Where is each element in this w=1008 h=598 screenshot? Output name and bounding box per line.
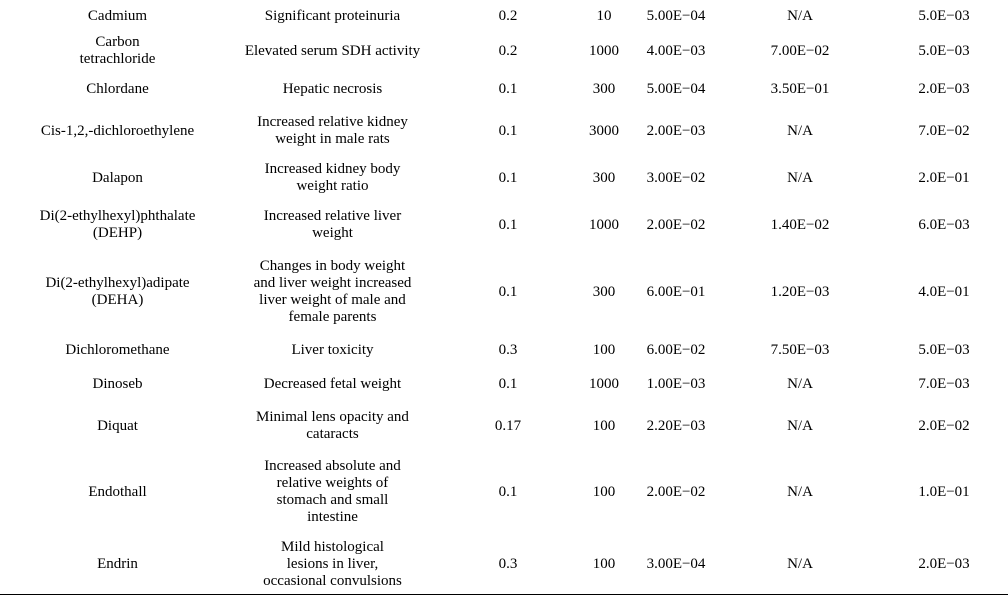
cell-value-c: [626, 31, 726, 71]
cell-text: Mild histological lesions in liver, occasional convulsions: [263, 538, 402, 589]
cell-value-b: [574, 202, 634, 248]
cell-text: Cis-1,2,-dichloroethylene: [40, 122, 195, 139]
cell-value-e: [882, 336, 1006, 364]
cell-text: 0.1: [498, 216, 518, 233]
cell-text: 2.00E−02: [646, 216, 706, 233]
cell-text: 1.20E−03: [770, 283, 830, 300]
cell-value-e: [882, 2, 1006, 30]
cell-value-d: [745, 250, 855, 334]
cell-text: 5.00E−04: [646, 80, 706, 97]
cell-value-a: [478, 336, 538, 364]
cell-value-d: [745, 156, 855, 200]
cell-text: 100: [592, 341, 616, 358]
cell-value-e: [882, 250, 1006, 334]
cell-substance: [0, 452, 235, 532]
cell-text: 0.1: [498, 375, 518, 392]
cell-value-b: [574, 336, 634, 364]
cell-value-d: [745, 202, 855, 248]
cell-text: 3.00E−04: [646, 555, 706, 572]
cell-text: 7.00E−02: [770, 42, 830, 59]
cell-value-e: [882, 368, 1006, 400]
cell-value-c: [626, 108, 726, 154]
cell-effect: [220, 403, 445, 449]
cell-text: 0.1: [498, 283, 518, 300]
table-row: [0, 74, 1008, 104]
cell-effect: [220, 202, 445, 248]
table-row: [0, 31, 1008, 71]
cell-text: Increased relative kidney weight in male rats: [257, 114, 408, 147]
cell-text: Minimal lens opacity and cataracts: [256, 409, 409, 442]
cell-value-d: [745, 74, 855, 104]
cell-value-b: [574, 403, 634, 449]
cell-value-b: [574, 536, 634, 592]
cell-text: 3.50E−01: [770, 80, 830, 97]
cell-value-a: [478, 74, 538, 104]
cell-text: Chlordane: [86, 80, 149, 97]
table-bottom-rule: [0, 594, 1008, 595]
cell-value-b: [574, 31, 634, 71]
cell-substance: [0, 536, 235, 592]
cell-text: N/A: [787, 555, 813, 572]
cell-substance: [0, 108, 235, 154]
cell-text: Hepatic necrosis: [282, 80, 383, 97]
cell-value-a: [478, 202, 538, 248]
cell-value-b: [574, 108, 634, 154]
cell-text: 7.50E−03: [770, 341, 830, 358]
cell-text: Dinoseb: [92, 375, 143, 392]
cell-text: Carbon tetrachloride: [79, 34, 156, 67]
cell-value-d: [745, 108, 855, 154]
cell-text: 1000: [589, 216, 619, 233]
cell-effect: [220, 452, 445, 532]
cell-value-a: [478, 108, 538, 154]
table-row: [0, 2, 1008, 30]
cell-value-e: [882, 452, 1006, 532]
table-row: [0, 368, 1008, 400]
cell-value-a: [478, 368, 538, 400]
cell-effect: [220, 336, 445, 364]
cell-value-a: [478, 403, 538, 449]
cell-text: 5.0E−03: [918, 7, 970, 24]
cell-text: 0.1: [498, 169, 518, 186]
cell-text: 6.00E−02: [646, 341, 706, 358]
cell-text: N/A: [787, 375, 813, 392]
cell-value-c: [626, 2, 726, 30]
cell-text: 0.3: [498, 341, 518, 358]
cell-effect: [220, 250, 445, 334]
cell-substance: [0, 250, 235, 334]
table-row: [0, 452, 1008, 532]
cell-text: 5.0E−03: [918, 42, 970, 59]
cell-text: 2.0E−03: [918, 555, 970, 572]
cell-text: 4.00E−03: [646, 42, 706, 59]
cell-text: Changes in body weight and liver weight increased liver weight of male and female parents: [253, 258, 412, 325]
cell-text: 2.20E−03: [646, 417, 706, 434]
cell-text: Di(2-ethylhexyl)phthalate (DEHP): [39, 208, 196, 241]
cell-text: N/A: [787, 7, 813, 24]
cell-effect: [220, 368, 445, 400]
cell-value-e: [882, 156, 1006, 200]
cell-value-b: [574, 2, 634, 30]
cell-text: Significant proteinuria: [264, 7, 401, 24]
cell-text: Increased relative liver weight: [263, 208, 402, 241]
cell-value-d: [745, 2, 855, 30]
cell-text: 2.00E−02: [646, 483, 706, 500]
cell-text: 5.0E−03: [918, 341, 970, 358]
cell-text: Dichloromethane: [65, 341, 170, 358]
cell-value-e: [882, 31, 1006, 71]
cell-text: 3000: [589, 122, 619, 139]
cell-text: Cadmium: [87, 7, 148, 24]
cell-effect: [220, 156, 445, 200]
cell-value-a: [478, 452, 538, 532]
cell-value-e: [882, 74, 1006, 104]
cell-value-d: [745, 31, 855, 71]
cell-text: 0.1: [498, 80, 518, 97]
cell-text: N/A: [787, 483, 813, 500]
cell-text: N/A: [787, 417, 813, 434]
cell-text: Dalapon: [92, 169, 143, 186]
cell-text: 5.00E−04: [646, 7, 706, 24]
cell-substance: [0, 31, 235, 71]
cell-value-d: [745, 536, 855, 592]
cell-value-d: [745, 368, 855, 400]
cell-text: Decreased fetal weight: [263, 375, 402, 392]
cell-text: Diquat: [97, 417, 138, 434]
cell-value-b: [574, 156, 634, 200]
cell-value-c: [626, 536, 726, 592]
cell-value-b: [574, 74, 634, 104]
cell-value-c: [626, 368, 726, 400]
cell-text: 1000: [589, 375, 619, 392]
cell-substance: [0, 368, 235, 400]
cell-text: 300: [592, 283, 616, 300]
cell-text: Increased kidney body weight ratio: [264, 161, 401, 194]
cell-text: Endothall: [88, 483, 147, 500]
cell-effect: [220, 2, 445, 30]
cell-text: 6.0E−03: [918, 216, 970, 233]
cell-value-c: [626, 452, 726, 532]
cell-substance: [0, 403, 235, 449]
cell-value-c: [626, 156, 726, 200]
cell-value-b: [574, 368, 634, 400]
cell-text: 1.40E−02: [770, 216, 830, 233]
cell-text: 2.0E−02: [918, 417, 970, 434]
cell-substance: [0, 336, 235, 364]
cell-text: Elevated serum SDH activity: [244, 42, 421, 59]
cell-text: 0.17: [494, 417, 522, 434]
cell-text: 2.00E−03: [646, 122, 706, 139]
cell-value-a: [478, 250, 538, 334]
cell-value-c: [626, 403, 726, 449]
table-row: [0, 202, 1008, 248]
cell-text: Liver toxicity: [291, 341, 374, 358]
cell-text: 100: [592, 483, 616, 500]
cell-text: 7.0E−03: [918, 375, 970, 392]
cell-value-d: [745, 452, 855, 532]
cell-text: 0.1: [498, 122, 518, 139]
cell-text: 2.0E−01: [918, 169, 970, 186]
cell-value-c: [626, 250, 726, 334]
cell-effect: [220, 74, 445, 104]
table-row: [0, 156, 1008, 200]
table-row: [0, 108, 1008, 154]
cell-substance: [0, 156, 235, 200]
cell-text: 100: [592, 555, 616, 572]
cell-text: 1.00E−03: [646, 375, 706, 392]
cell-value-b: [574, 250, 634, 334]
cell-text: 0.3: [498, 555, 518, 572]
cell-value-a: [478, 536, 538, 592]
cell-text: 3.00E−02: [646, 169, 706, 186]
cell-text: Di(2-ethylhexyl)adipate (DEHA): [45, 275, 190, 308]
table-row: [0, 250, 1008, 334]
cell-value-d: [745, 336, 855, 364]
table-row: [0, 403, 1008, 449]
cell-value-e: [882, 108, 1006, 154]
cell-effect: [220, 108, 445, 154]
cell-value-e: [882, 202, 1006, 248]
cell-text: 0.1: [498, 483, 518, 500]
cell-value-c: [626, 202, 726, 248]
cell-substance: [0, 74, 235, 104]
cell-text: 1.0E−01: [918, 483, 970, 500]
cell-text: 100: [592, 417, 616, 434]
cell-text: 300: [592, 80, 616, 97]
cell-value-d: [745, 403, 855, 449]
cell-text: 2.0E−03: [918, 80, 970, 97]
cell-text: 6.00E−01: [646, 283, 706, 300]
cell-substance: [0, 202, 235, 248]
table-row: [0, 536, 1008, 592]
cell-value-e: [882, 403, 1006, 449]
cell-text: 10: [596, 7, 612, 24]
cell-text: 7.0E−02: [918, 122, 970, 139]
cell-text: Endrin: [97, 555, 138, 572]
cell-text: N/A: [787, 122, 813, 139]
cell-text: 4.0E−01: [918, 283, 970, 300]
cell-text: 300: [592, 169, 616, 186]
cell-value-c: [626, 336, 726, 364]
cell-text: Increased absolute and relative weights of stomach and small intestine: [264, 458, 401, 525]
cell-text: N/A: [787, 169, 813, 186]
cell-effect: [220, 31, 445, 71]
cell-value-a: [478, 156, 538, 200]
cell-value-a: [478, 2, 538, 30]
cell-substance: [0, 2, 235, 30]
cell-text: 1000: [589, 42, 619, 59]
cell-text: 0.2: [498, 42, 518, 59]
cell-value-e: [882, 536, 1006, 592]
cell-value-c: [626, 74, 726, 104]
cell-value-b: [574, 452, 634, 532]
cell-text: 0.2: [498, 7, 518, 24]
cell-effect: [220, 536, 445, 592]
table-row: [0, 336, 1008, 364]
cell-value-a: [478, 31, 538, 71]
